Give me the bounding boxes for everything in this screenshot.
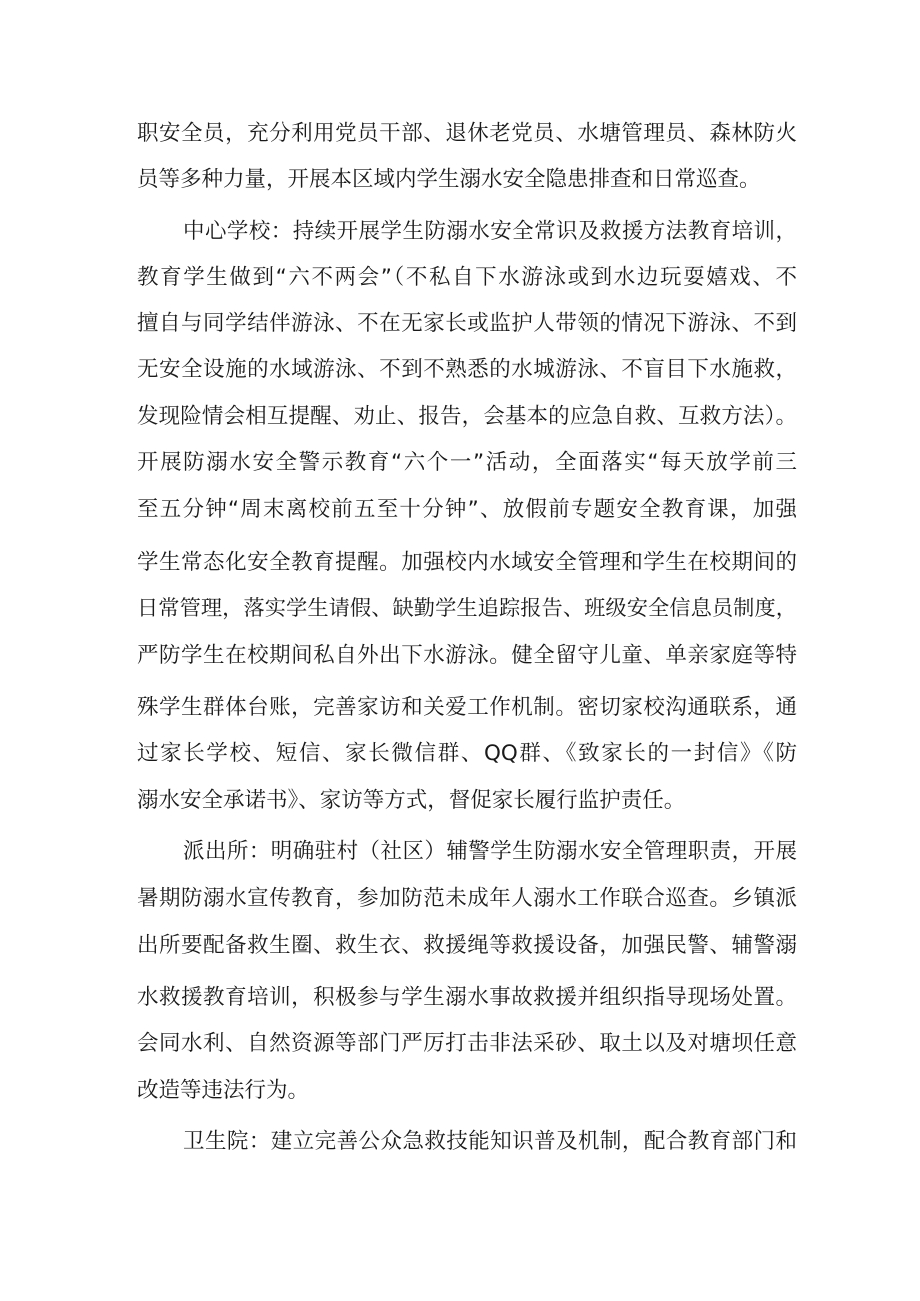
- text-line: 溺水安全承诺书》、家访等方式，督促家长履行监护责任。: [137, 788, 686, 813]
- paragraph-start-line: 中心学校：持续开展学生防溺水安全常识及救援方法教育培训，: [183, 219, 797, 244]
- text-line: 开展防溺水安全警示教育“六个一”活动，全面落实“每天放学前三: [137, 450, 797, 475]
- text-line: 学生常态化安全教育提醒。加强校内水域安全管理和学生在校期间的: [137, 550, 797, 575]
- text-line: 殊学生群体台账，完善家访和关爱工作机制。密切家校沟通联系，通: [137, 695, 797, 720]
- text-line: 出所要配备救生圈、救生衣、救援绳等救援设备，加强民警、辅警溺: [137, 933, 797, 958]
- paragraph-start-line: 派出所：明确驻村（社区）辅警学生防溺水安全管理职责，开展: [183, 839, 797, 864]
- text-line: 会同水利、自然资源等部门严厉打击非法采砂、取土以及对塘坝任意: [137, 1031, 797, 1056]
- text-line: 员等多种力量，开展本区域内学生溺水安全隐患排查和日常巡查。: [137, 167, 761, 192]
- text-line: 暑期防溺水宣传教育，参加防范未成年人溺水工作联合巡查。乡镇派: [137, 886, 797, 911]
- text-line: 水救援教育培训，积极参与学生溺水事故救援并组织指导现场处置。: [137, 985, 797, 1010]
- text-line: 发现险情会相互提醒、劝止、报告，会基本的应急自救、互救方法）。: [137, 404, 797, 429]
- text-line: 擅自与同学结伴游泳、不在无家长或监护人带领的情况下游泳、不到: [137, 311, 797, 336]
- text-line: 严防学生在校期间私自外出下水游泳。健全留守儿童、单亲家庭等特: [137, 643, 797, 668]
- text-line: 职安全员，充分利用党员干部、退休老党员、水塘管理员、森林防火: [137, 121, 797, 146]
- text-line: 改造等违法行为。: [137, 1078, 310, 1103]
- text-line: 日常管理，落实学生请假、缺勤学生追踪报告、班级安全信息员制度，: [137, 596, 797, 621]
- text-line: 教育学生做到“六不两会”（不私自下水游泳或到水边玩耍嬉戏、不: [137, 265, 797, 290]
- paragraph-start-line: 卫生院：建立完善公众急救技能知识普及机制，配合教育部门和: [183, 1129, 797, 1154]
- text-line: 无安全设施的水域游泳、不到不熟悉的水城游泳、不盲目下水施救，: [137, 357, 797, 382]
- text-line: 过家长学校、短信、家长微信群、QQ群、《致家长的一封信》《防: [137, 741, 797, 766]
- text-line: 至五分钟“周末离校前五至十分钟”、放假前专题安全教育课，加强: [137, 497, 797, 522]
